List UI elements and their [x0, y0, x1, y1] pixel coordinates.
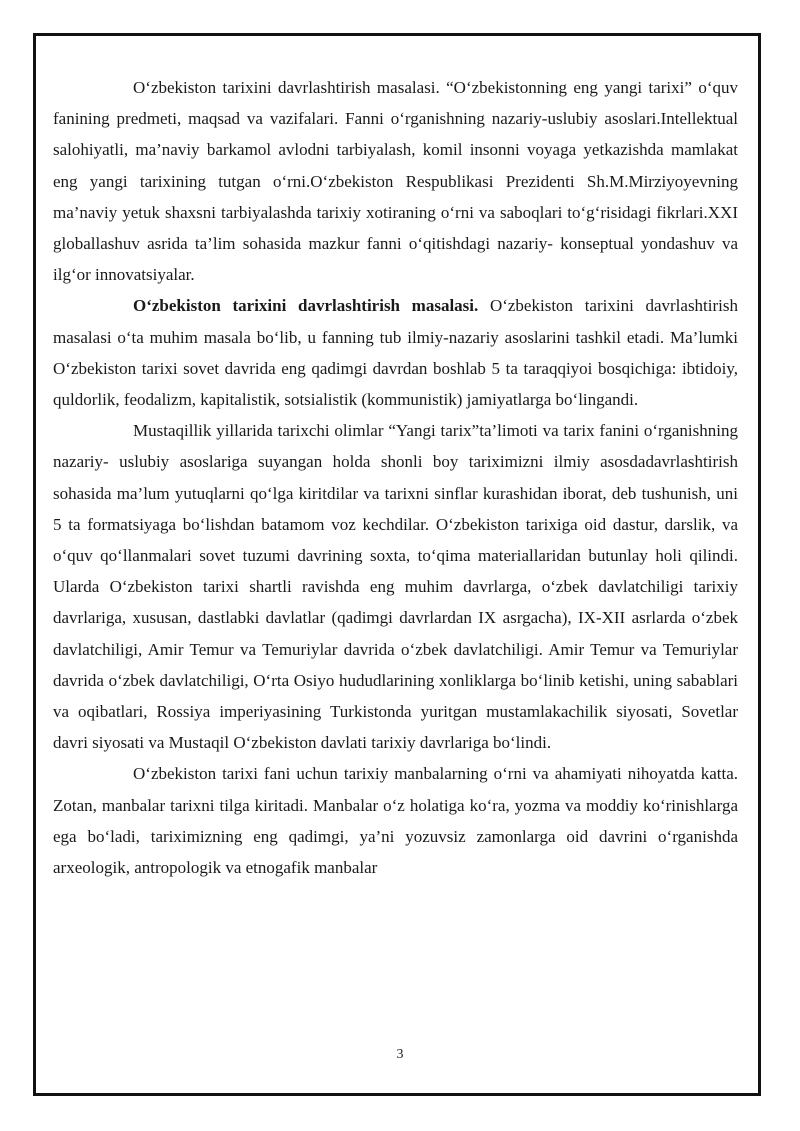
- paragraph-2: [53, 290, 738, 415]
- paragraph-2-text: O‘zbekiston tarixini davrlashtirish masalasi o‘ta muhim masala bo‘lib, u fanning tub ilmiy-nazariy asoslarini tashkil etadi. Ma’lumki O‘zbekiston tarixi sovet davrida eng qadimgi davrdan boshlab 5 ta taraqqiyoi bosqichiga: ibtidoiy, quldorlik, feodalizm, kapitalistik, sotsialistik (kommunistik) jamiyatlarga bo‘lingandi.: [53, 296, 739, 410]
- paragraph-3: Mustaqillik yillarida tarixchi olimlar “Yangi tarix”ta’limoti va tarix fanini o‘rganishning nazariy- uslubiy asoslariga suyangan holda shonli boy tariximizni ilmiy asosdadavrlashtirish sohasida ma’lum yutuqlarni qo‘lga kiritdilar va tarixni sinflar kurashidan iborat, deb tushunish, uni 5 ta formatsiyaga bo‘lishdan batamom voz kechdilar. O‘zbekiston tarixiga oid dastur, darslik, va o‘quv qo‘llanmalari sovet tuzumi davrining soxta, to‘qima materiallaridan butunlay holi qilindi. Ularda O‘zbekiston tarixi shartli ravishda eng muhim davrlarga, o‘zbek davlatchiligi tarixiy davrlariga, xususan, dastlabki davlatlar (qadimgi davrlardan IX asrgacha), IX-XII asrlarda o‘zbek davlatchiligi, Amir Temur va Temuriylar davrida o‘zbek davlatchiligi. Amir Temur va Temuriylar davrida o‘zbek davlatchiligi, O‘rta Osiyo hududlarining xonliklarga bo‘linib ketishi, uning sabablari va oqibatlari, Rossiya imperiyasining Turkistonda yuritgan mustamlakachilik siyosati, Sovetlar davri siyosati va Mustaqil O‘zbekiston davlati tarixiy davrlariga bo‘lindi.: [53, 421, 738, 753]
- paragraph-1: O‘zbekiston tarixini davrlashtirish masalasi. “O‘zbekistonning eng yangi tarixi” o‘quv fanining predmeti, maqsad va vazifalari. Fanni o‘rganishning nazariy-uslubiy asoslari.Intellektual salohiyatli, ma’naviy barkamol avlodni tarbiyalash, komil insonni voyaga yetkazishda mamlakat eng yangi tarixining tutgan o‘rni.O‘zbekiston Respublikasi Prezidenti Sh.M.Mirziyoyevning ma’naviy yetuk shaxsni tarbiyalashda tarixiy xotiraning o‘rni va saboqlari to‘g‘risidagi fikrlari.XXI globallashuv asrida ta’lim sohasida mazkur fanni o‘qitishdagi nazariy- konseptual yondashuv va ilg‘or innovatsiyalar.: [53, 78, 738, 285]
- section-heading: O‘zbekiston tarixini davrlashtirish masalasi.: [133, 296, 479, 316]
- document-body: [53, 72, 738, 883]
- paragraph-4: O‘zbekiston tarixi fani uchun tarixiy manbalarning o‘rni va ahamiyati nihoyatda katta. Zotan, manbalar tarixni tilga kiritadi. Manbalar o‘z holatiga ko‘ra, yozma va moddiy ko‘rinishlarga ega bo‘ladi, tariximizning eng qadimgi, ya’ni yozuvsiz zamonlarga oid davrini o‘rganishda arxeologik, antropologik va etnogafik manbalar: [53, 764, 738, 878]
- page-number: 3: [396, 1047, 404, 1062]
